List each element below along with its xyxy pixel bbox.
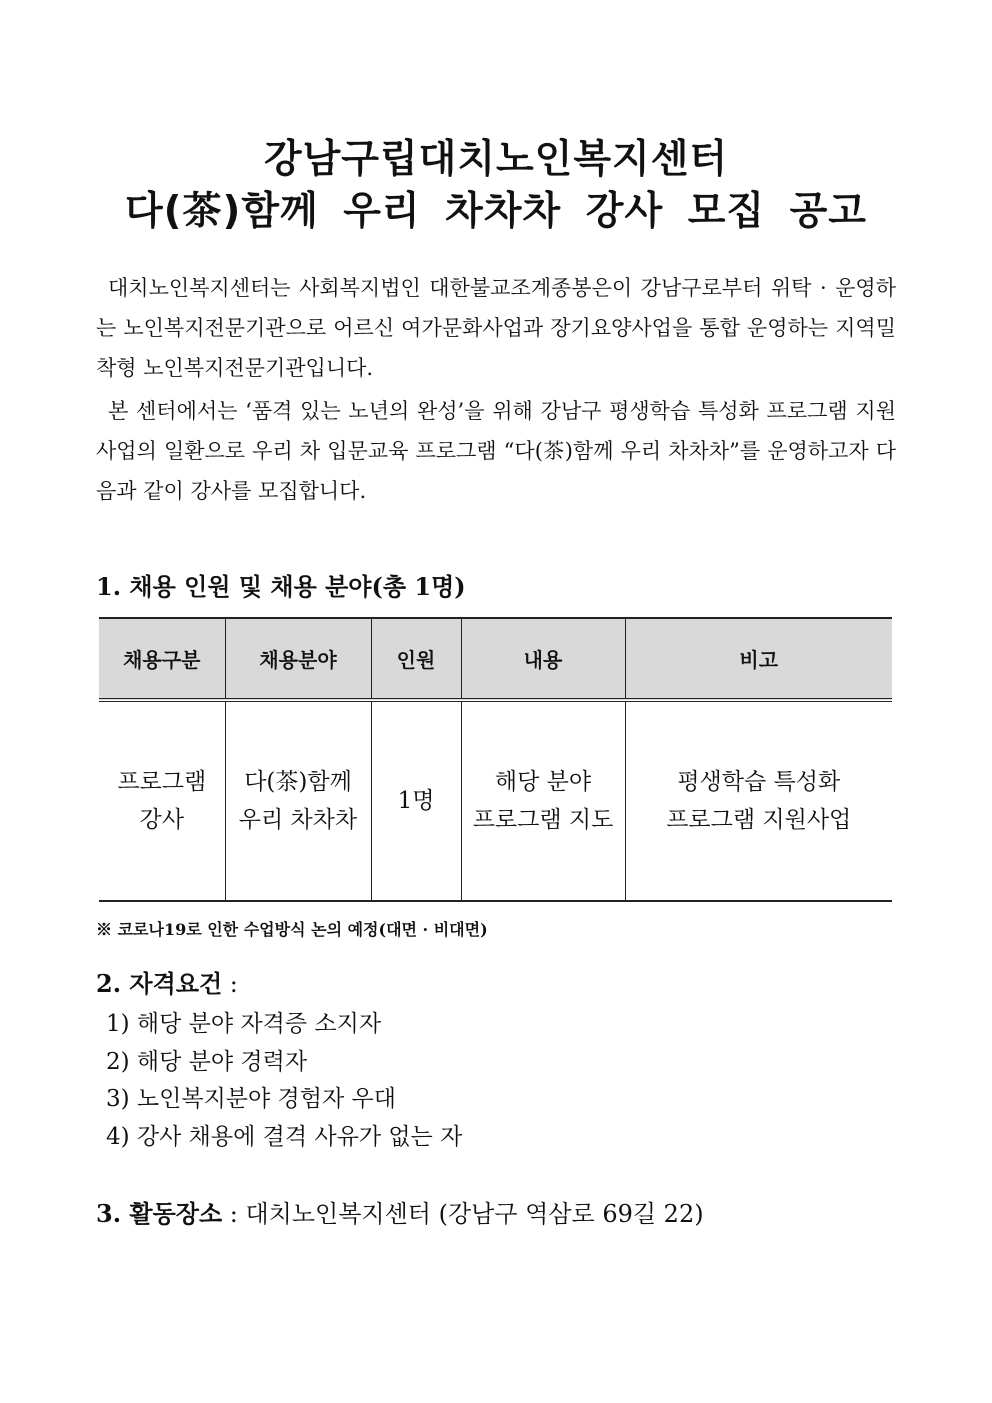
section-2-colon: : <box>222 970 238 998</box>
cell-field <box>225 700 371 901</box>
section-2-heading <box>96 969 238 998</box>
section-3-heading <box>96 1199 704 1228</box>
page-title: 강남구립대치노인복지센터 <box>263 137 729 182</box>
qualification-list <box>106 1006 462 1156</box>
header-content: 내용 <box>461 618 625 700</box>
recruitment-table <box>99 617 892 902</box>
section-2-title: 2. 자격요건 <box>96 969 223 998</box>
header-field: 채용분야 <box>225 618 371 700</box>
list-item: 3) 노인복지분야 경험자 우대 <box>106 1086 396 1112</box>
cell-line: 프로그램 지도 <box>472 807 614 833</box>
list-item: 1) 해당 분야 자격증 소지자 <box>106 1011 382 1037</box>
cell-line: 강사 <box>139 807 184 833</box>
intro-paragraph-1: 대치노인복지센터는 사회복지법인 대한불교조계종봉은이 강남구로부터 위탁 · 운영하는 노인복지전문기관으로 어르신 여가문화사업과 장기요양사업을 통합 운영하는 지역밀착형 노인복지전문기관입니다. <box>96 276 896 380</box>
cell-line: 해당 분야 <box>494 769 592 795</box>
section-1-heading: 1. 채용 인원 및 채용 분야(총 1명) <box>96 572 466 601</box>
section-3-title: 3. 활동장소 <box>96 1199 223 1228</box>
header-headcount: 인원 <box>371 618 461 700</box>
cell-content <box>461 700 625 901</box>
cell-remarks <box>625 700 892 901</box>
table-row <box>99 700 892 901</box>
header-category: 채용구분 <box>99 618 225 700</box>
section-3-location: : 대치노인복지센터 (강남구 역삼로 69길 22) <box>222 1200 704 1228</box>
cell-line: 평생학습 특성화 <box>677 769 841 795</box>
cell-line: 1명 <box>397 788 435 814</box>
cell-headcount <box>371 700 461 901</box>
list-item: 2) 해당 분야 경력자 <box>106 1048 308 1075</box>
cell-line: 우리 차차차 <box>238 807 358 833</box>
table-note: ※ 코로나19로 인한 수업방식 논의 예정(대면 · 비대면) <box>96 920 488 939</box>
cell-line: 프로그램 지원사업 <box>666 807 852 833</box>
intro-paragraph-2: 본 센터에서는 ‘품격 있는 노년의 완성’을 위해 강남구 평생학습 특성화 프로그램 지원사업의 일환으로 우리 차 입문교육 프로그램 “다(茶)함께 우리 차차차”를 운영하고자 다음과 같이 강사를 모집합니다. <box>96 399 896 503</box>
table-header-row <box>99 618 892 700</box>
cell-line: 다(茶)함께 <box>244 769 352 795</box>
cell-line: 프로그램 <box>117 769 207 795</box>
list-item: 4) 강사 채용에 결격 사유가 없는 자 <box>106 1123 463 1150</box>
header-remarks: 비고 <box>625 618 892 700</box>
cell-category <box>99 700 225 901</box>
page-subtitle: 다(茶)함께 우리 차차차 강사 모집 공고 <box>125 189 867 234</box>
